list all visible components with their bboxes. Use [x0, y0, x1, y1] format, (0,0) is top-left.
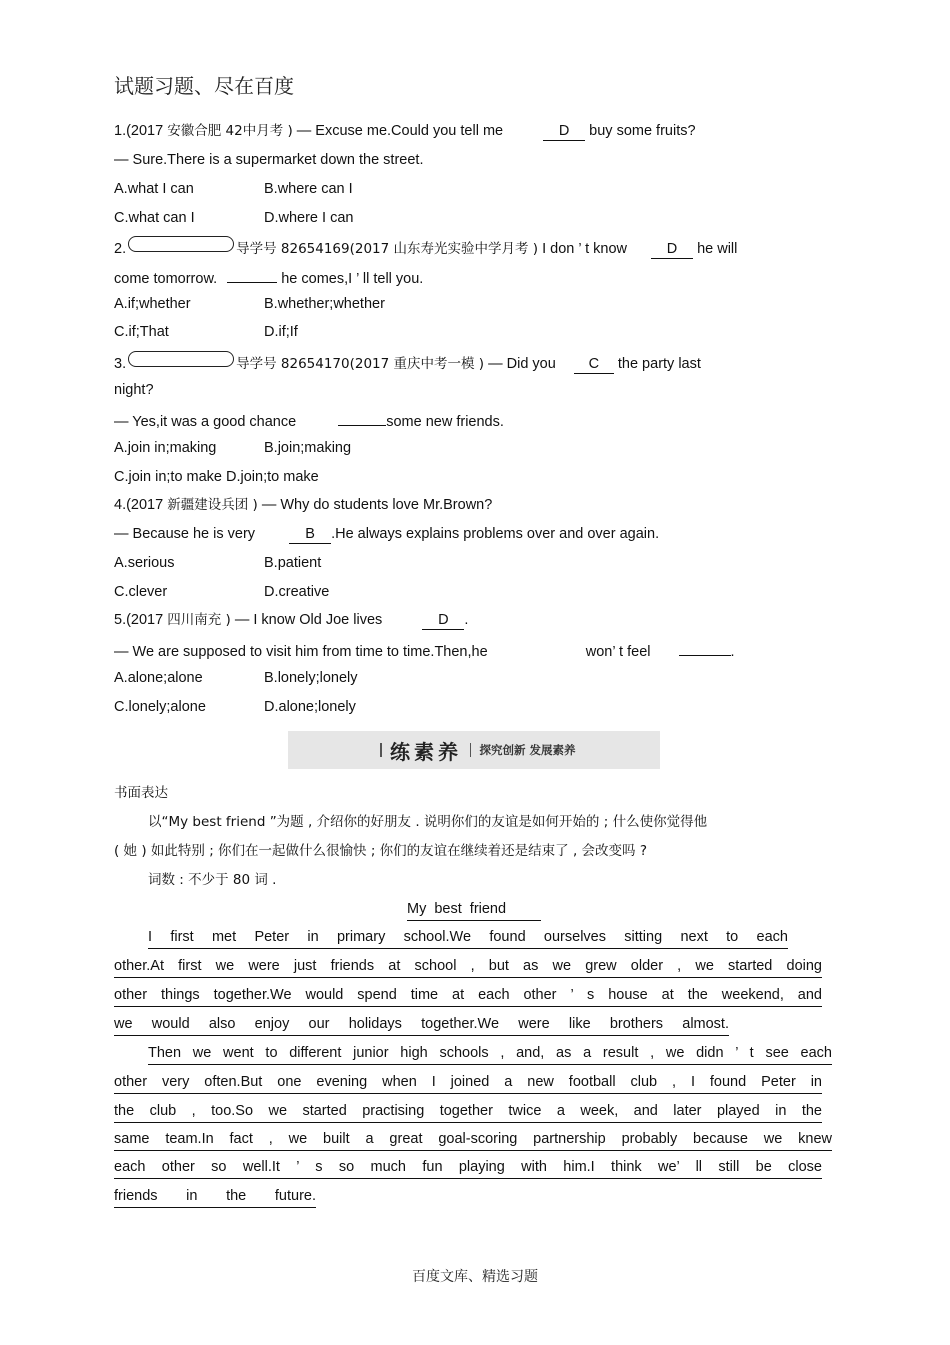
q5-source: 四川南充 ): [167, 612, 231, 628]
q5-option-b: B.lonely;lonely: [264, 670, 358, 686]
q1-option-d: D.where I can: [264, 210, 354, 226]
essay-line-2: other.At first we were just friends at school , but as we grew older , we started doing: [114, 955, 822, 978]
q4-options-row2: [114, 581, 329, 603]
q2-option-d: D.if;If: [264, 324, 298, 340]
q4-option-b: B.patient: [264, 555, 322, 571]
q2-option-b: B.whether;whether: [264, 296, 385, 312]
q2-source: 导学号 82654169(2017 山东寿光实验中学月考 ): [236, 241, 539, 257]
q2-option-a: A.if;whether: [114, 296, 191, 312]
q2-options-row2: [114, 321, 298, 343]
q4-reply-b: .He always explains problems over and over again.: [331, 526, 660, 542]
essay-line-8: same team.In fact , we built a great goal-scoring partnership probably because we knew: [114, 1128, 832, 1151]
q1-option-c: C.what can I: [114, 210, 195, 226]
q4-reply: [114, 523, 659, 545]
writing-prompt-1: 以“My best friend ”为题 , 介绍你的好朋友 . 说明你们的友谊是如何开始的 ; 什么使你觉得他: [148, 814, 708, 830]
q3-num: 3.: [114, 356, 127, 372]
q3-answer-blank: C: [574, 356, 614, 374]
q2-blank-pill: [128, 236, 234, 252]
writing-heading: 书面表达: [114, 785, 168, 801]
q5-answer-blank: D: [422, 612, 464, 630]
q2-text: I don ’ t know: [542, 241, 628, 257]
q4-option-a: A.serious: [114, 555, 175, 571]
banner-divider-right: [470, 743, 472, 757]
essay-line-3: other things together.We would spend time at each other ’ s house at the weekend, and: [114, 984, 822, 1007]
q4-source: 新疆建设兵团 ): [167, 497, 258, 513]
banner-subtitle: 探究创新 发展素养: [479, 743, 576, 757]
essay-title: My best friend: [407, 898, 541, 921]
q1-option-a: A.what I can: [114, 181, 194, 197]
q5-reply-b: won’ t feel: [585, 644, 651, 660]
essay-line-4: we would also enjoy our holidays together.We were like brothers almost.: [114, 1013, 729, 1036]
q3-reply-b: some new friends.: [386, 414, 504, 430]
q3-source: 导学号 82654170(2017 重庆中考一模 ): [236, 356, 485, 372]
q3-option-a: A.join in;making: [114, 440, 217, 456]
q3-option-b: B.join;making: [264, 440, 352, 456]
q4-reply-a: — Because he is very: [114, 526, 256, 542]
q2-second-blank: [227, 265, 277, 283]
essay-line-6: other very often.But one evening when I joined a new football club , I found Peter in: [114, 1071, 822, 1094]
q4-option-c: C.clever: [114, 584, 168, 600]
q2-num: 2.: [114, 241, 127, 257]
q1-options-row2: [114, 207, 353, 229]
q2-line2a: come tomorrow.: [114, 271, 218, 287]
q3-after: the party last: [617, 356, 701, 372]
q1-line: [114, 120, 696, 142]
q4-line: [114, 494, 492, 516]
page-header: 试题习题、尽在百度: [114, 74, 294, 98]
q5-reply: [114, 638, 735, 660]
q1-reply: — Sure.There is a supermarket down the street.: [114, 152, 424, 168]
banner-title: 练素养: [389, 739, 462, 764]
q3-line: [114, 351, 701, 373]
q5-line: [114, 609, 468, 631]
writing-prompt-2: ( 她 ) 如此特别 ; 你们在一起做什么很愉快 ; 你们的友谊在继续着还是结束了 , 会改变吗 ?: [114, 843, 647, 859]
q4-prefix: 4.(2017: [114, 497, 164, 513]
q4-answer-blank: B: [289, 526, 331, 544]
q1-option-b: B.where can I: [264, 181, 353, 197]
q5-option-d: D.alone;lonely: [264, 699, 356, 715]
q3-reply-a: — Yes,it was a good chance: [114, 414, 297, 430]
section-banner: [288, 731, 660, 769]
q1-after: buy some fruits?: [589, 123, 696, 139]
q5-options-row2: [114, 696, 356, 718]
essay-line-5: Then we went to different junior high schools , and, as a result , we didn ’ t see each: [148, 1042, 832, 1065]
essay-line-9: each other so well.It ’ s so much fun playing with him.I think we’ ll still be close: [114, 1156, 822, 1179]
essay-line-1: I first met Peter in primary school.We found ourselves sitting next to each: [148, 926, 788, 949]
q2-option-c: C.if;That: [114, 324, 169, 340]
q2-line: [114, 236, 737, 258]
q5-after: .: [464, 612, 469, 628]
q2-options-row1: [114, 293, 385, 315]
q5-options-row1: [114, 667, 358, 689]
q3-reply-blank: [338, 408, 386, 426]
q2-line2b: he comes,I ’ ll tell you.: [281, 271, 424, 287]
q5-reply-c: .: [730, 644, 735, 660]
essay-line-10: friends in the future.: [114, 1185, 316, 1208]
q5-reply-blank: [679, 638, 731, 656]
q5-reply-a: — We are supposed to visit him from time to time.Then,he: [114, 644, 488, 660]
page-footer: 百度文库、精选习题: [412, 1269, 538, 1285]
q3-blank-pill: [128, 351, 234, 367]
q3-reply: [114, 408, 504, 430]
q1-text: — Excuse me.Could you tell me: [296, 123, 504, 139]
q4-option-d: D.creative: [264, 584, 330, 600]
q5-prefix: 5.(2017: [114, 612, 164, 628]
q1-prefix: 1.(2017: [114, 123, 164, 139]
q3-text: — Did you: [488, 356, 556, 372]
banner-divider-left: [380, 743, 382, 757]
q2-line2: [114, 265, 423, 287]
q2-answer-blank: D: [651, 241, 693, 259]
q5-text: — I know Old Joe lives: [234, 612, 383, 628]
q1-answer-blank: D: [543, 123, 585, 141]
q4-options-row1: [114, 552, 321, 574]
q5-option-c: C.lonely;alone: [114, 699, 206, 715]
q1-source: 安徽合肥 42中月考 ): [167, 123, 293, 139]
q1-options-row1: [114, 178, 353, 200]
q3-options-row1: [114, 437, 351, 459]
q5-option-a: A.alone;alone: [114, 670, 203, 686]
q4-text: — Why do students love Mr.Brown?: [261, 497, 493, 513]
q2-after: he will: [697, 241, 738, 257]
writing-word-count: 词数 : 不少于 80 词 .: [148, 872, 277, 888]
q3-line2: night?: [114, 382, 154, 398]
essay-line-7: the club , too.So we started practising together twice a week, and later played in the: [114, 1100, 822, 1123]
q3-options-row2: C.join in;to make D.join;to make: [114, 469, 319, 485]
